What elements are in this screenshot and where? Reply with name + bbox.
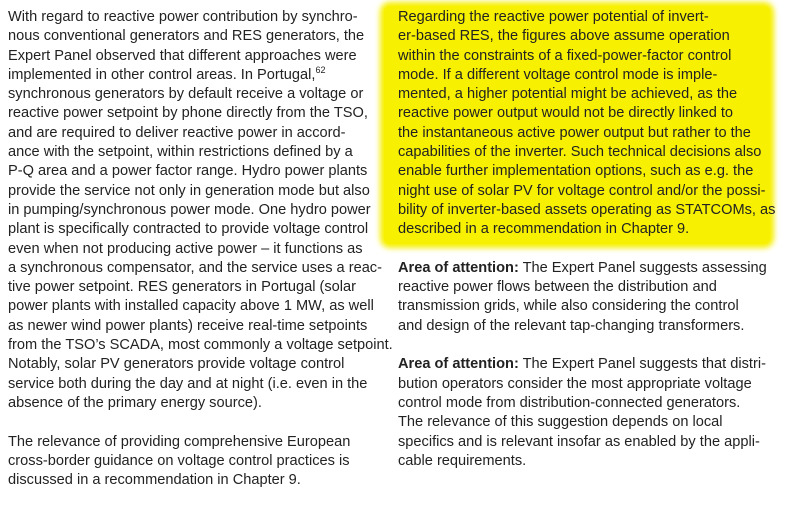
text-line: plant is specifically contracted to provide voltage control — [8, 221, 369, 238]
text-line: tive power setpoint. RES generators in Portugal (solar — [8, 279, 356, 296]
text-line: specifics and is relevant insofar as enabled by the appli- — [398, 433, 760, 450]
highlighted-text-line: er-based RES, the figures above assume operation — [398, 28, 730, 45]
highlighted-text-line: enable further implementation options, such as e.g. the — [398, 163, 754, 180]
text-line: synchronous generators by default receive a voltage or — [8, 86, 364, 103]
text-line: in pumping/synchronous power mode. One hydro power — [8, 201, 371, 218]
highlighted-text-line: within the constraints of a fixed-power-factor control — [398, 47, 732, 64]
highlighted-text-line: bility of inverter-based assets operating as STATCOMs, as — [398, 201, 776, 218]
text-fragment: The Expert Panel suggests that distri- — [518, 356, 766, 373]
text-line: as newer wind power plants) receive real-time setpoints — [8, 317, 368, 334]
text-line: reactive power flows between the distribution and — [398, 279, 717, 296]
text-line: control mode from distribution-connected generators. — [398, 394, 741, 411]
text-line: and are required to deliver reactive power in accord- — [8, 124, 346, 141]
text-line-with-footnote — [8, 66, 374, 85]
paragraph-cross-border-guidance — [8, 433, 374, 491]
text-line: service both during the day and at night (i.e. even in the — [8, 375, 368, 392]
text-line: power plants with installed capacity above 1 MW, as well — [8, 298, 374, 315]
text-line: implemented in other control areas. In Portugal, — [8, 66, 316, 83]
highlighted-text-line: mented, a higher potential might be achieved, as the — [398, 86, 738, 103]
text-line: P-Q area and a power factor range. Hydro power plants — [8, 163, 368, 180]
text-line: Notably, solar PV generators provide voltage control — [8, 356, 345, 373]
text-line: cross-border guidance on voltage control practices is — [8, 452, 350, 469]
text-line: provide the service not only in generation mode but also — [8, 182, 370, 199]
text-line: The relevance of this suggestion depends on local — [398, 414, 723, 431]
area-of-attention-reactive-flows — [398, 259, 767, 336]
paragraph-reactive-power-contribution — [8, 8, 393, 413]
text-fragment: The Expert Panel suggests assessing — [518, 259, 767, 276]
attention-label: Area of attention: — [398, 356, 519, 373]
text-line: even when not producing active power – it functions as — [8, 240, 363, 257]
area-of-attention-voltage-control-mode — [398, 355, 766, 471]
attention-label: Area of attention: — [398, 259, 519, 276]
highlighted-paragraph[interactable] — [398, 8, 776, 240]
highlighted-text-line: Regarding the reactive power potential of invert- — [398, 9, 709, 25]
text-line: and design of the relevant tap-changing transformers. — [398, 317, 745, 334]
text-line: cable requirements. — [398, 452, 527, 469]
right-column — [398, 8, 776, 471]
text-line: a synchronous compensator, and the service uses a reac- — [8, 259, 382, 276]
footnote-reference[interactable]: 62 — [315, 65, 326, 76]
left-column — [8, 8, 393, 490]
highlighted-text-line: reactive power output would not be directly linked to — [398, 105, 734, 122]
text-line: from the TSO’s SCADA, most commonly a voltage setpoint. — [8, 337, 393, 354]
text-line: discussed in a recommendation in Chapter 9. — [8, 472, 301, 489]
paragraph-spacer — [8, 413, 374, 432]
highlighted-text-line: night use of solar PV for voltage control and/or the possi- — [398, 182, 766, 199]
text-line: bution operators consider the most appropriate voltage — [398, 375, 752, 392]
text-line: nous conventional generators and RES generators, the — [8, 28, 365, 45]
attention-first-line — [398, 259, 767, 278]
text-line: reactive power setpoint by phone directly from the TSO, — [8, 105, 368, 122]
text-line: transmission grids, while also considering the control — [398, 298, 739, 315]
highlighted-text-line: described in a recommendation in Chapter 9. — [398, 221, 690, 238]
text-line: absence of the primary energy source). — [8, 394, 262, 411]
paragraph-spacer — [398, 240, 762, 259]
highlighted-text-line: the instantaneous active power output but rather to the — [398, 124, 751, 141]
text-line: With regard to reactive power contribution by synchro- — [8, 9, 358, 25]
highlighted-text-line: mode. If a different voltage control mode is imple- — [398, 66, 718, 83]
text-line: The relevance of providing comprehensive European — [8, 433, 351, 450]
text-line: Expert Panel observed that different approaches were — [8, 47, 357, 64]
attention-first-line — [398, 355, 766, 374]
highlighted-text-line: capabilities of the inverter. Such technical decisions also — [398, 144, 762, 161]
text-line: ance with the setpoint, within restrictions defined by a — [8, 144, 353, 161]
paragraph-spacer — [398, 336, 762, 355]
